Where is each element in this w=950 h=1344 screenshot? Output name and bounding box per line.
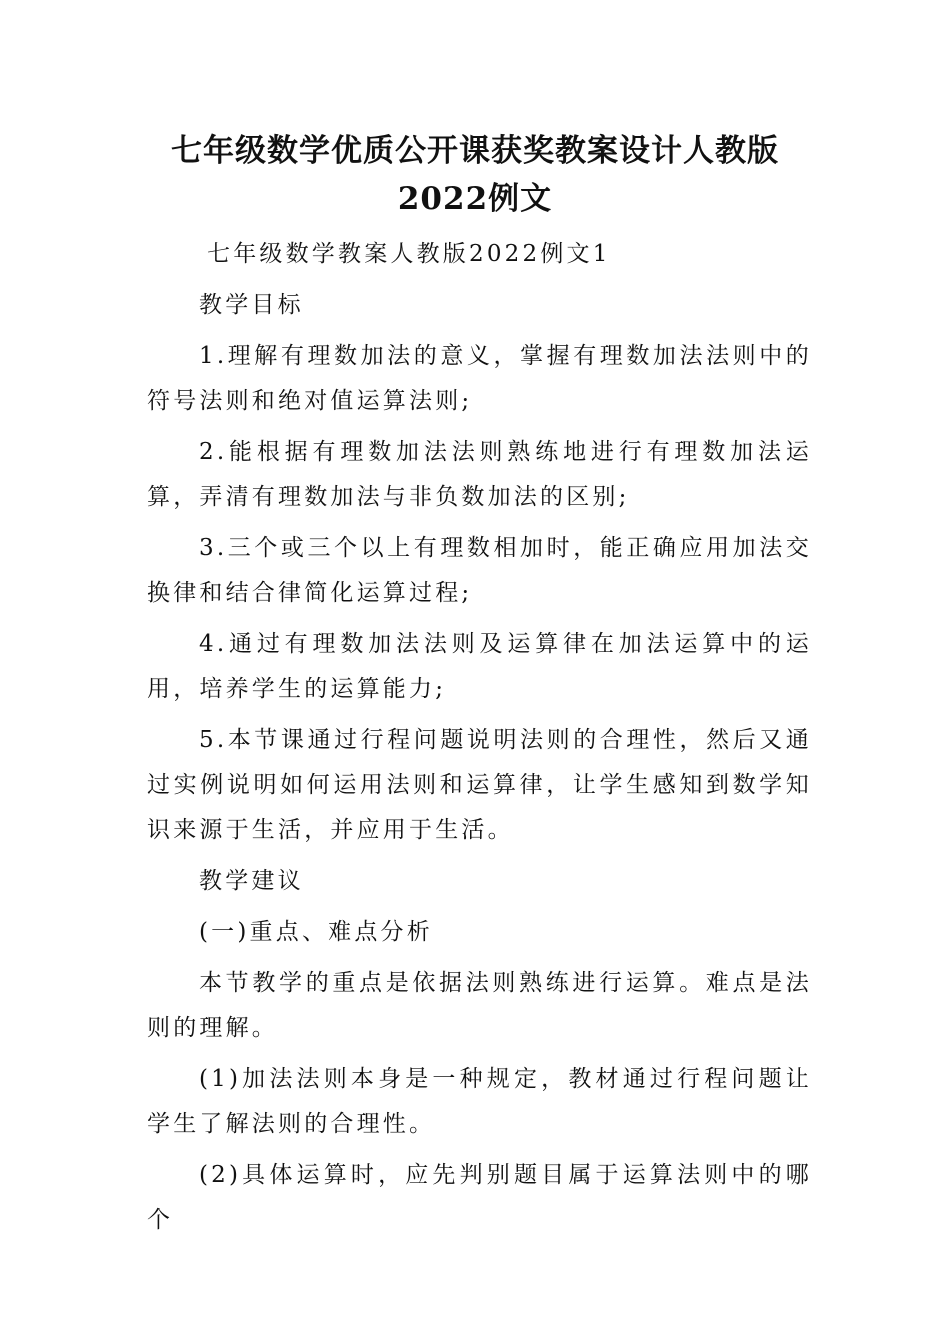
- document-body: [147, 232, 812, 1249]
- goal-item-4: 4.通过有理数加法法则及运算律在加法运算中的运用，培养学生的运算能力;: [147, 631, 812, 702]
- goal-item-5: 5.本节课通过行程问题说明法则的合理性，然后又通过实例说明如何运用法则和运算律，让学生感知到数学知识来源于生活，并应用于生活。: [147, 727, 812, 843]
- section-heading-teaching-goals: 教学目标: [199, 292, 304, 318]
- key-points-paragraph: 本节教学的重点是依据法则熟练进行运算。难点是法则的理解。: [147, 970, 812, 1041]
- analysis-item-1: (1)加法法则本身是一种规定，教材通过行程问题让学生了解法则的合理性。: [147, 1066, 812, 1137]
- goal-item-1: 1.理解有理数加法的意义，掌握有理数加法法则中的符号法则和绝对值运算法则;: [147, 343, 812, 414]
- subsection-heading-key-points: (一)重点、难点分析: [199, 919, 433, 945]
- goal-item-2: 2.能根据有理数加法法则熟练地进行有理数加法运算，弄清有理数加法与非负数加法的区别;: [147, 439, 812, 510]
- analysis-item-2: (2)具体运算时，应先判别题目属于运算法则中的哪个: [147, 1162, 812, 1233]
- section-heading-teaching-suggestions: 教学建议: [199, 868, 304, 894]
- document-title: 七年级数学优质公开课获奖教案设计人教版2022例文: [171, 133, 779, 217]
- subtitle-paragraph: 七年级数学教案人教版2022例文1: [207, 241, 611, 267]
- goal-item-3: 3.三个或三个以上有理数相加时，能正确应用加法交换律和结合律简化运算过程;: [147, 535, 812, 606]
